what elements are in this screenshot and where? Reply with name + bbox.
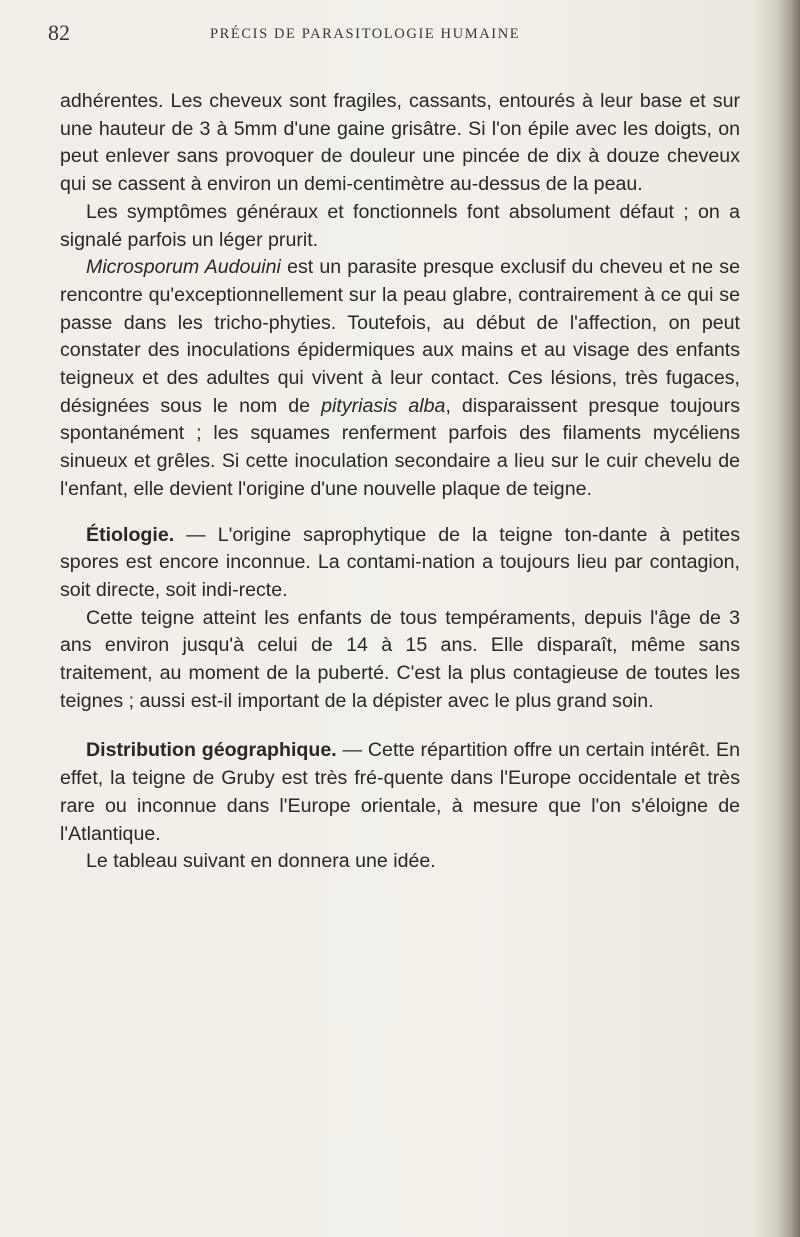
paragraph-2: Les symptômes généraux et fonctionnels font absolument défaut ; on a signalé parfois un léger prurit. <box>60 200 740 251</box>
paragraph-3-text-b: , disparaissent presque toujours spontanément ; les squames renferment parfois des filaments mycéliens sinueux et grêles. Si cette inoculation secondaire a lieu sur le cuir chevelu de l'enfant, elle devient l'origine d'une nouvelle plaque de teigne. <box>60 394 740 500</box>
paragraph-etiologie <box>60 522 740 605</box>
paragraph-1: adhérentes. Les cheveux sont fragiles, cassants, entourés à leur base et sur une hauteur de 3 à 5mm d'une gaine grisâtre. Si l'on épile avec les doigts, on peut enlever sans provoquer de douleur une pincée de dix à douze cheveux qui se cassent à environ un demi-centimètre au-dessus de la peau. <box>60 90 740 196</box>
body-text <box>60 88 740 876</box>
pityriasis-term: pityriasis alba <box>321 394 446 417</box>
page-number: 82 <box>48 20 70 45</box>
paragraph-distribution <box>60 737 740 848</box>
paragraph-7: Le tableau suivant en donnera une idée. <box>86 850 436 873</box>
paragraph-3-text-a: est un parasite presque exclusif du cheveu et ne se rencontre qu'exceptionnellement sur la peau glabre, contrairement à ce qui se passe dans les tricho-phyties. Toutefois, au début de l'affection, on peut constater des inoculations épidermiques aux mains et au visage des enfants teigneux et des adultes qui vivent à leur contact. Ces lésions, très fugaces, désignées sous le nom de <box>60 256 740 417</box>
etiologie-heading: Étiologie. <box>86 523 175 546</box>
etiologie-text: — L'origine saprophytique de la teigne ton-dante à petites spores est encore inconnue. La contami-nation a toujours lieu par contagion, soit directe, soit indi-recte. <box>60 523 740 601</box>
paragraph-3 <box>60 254 740 503</box>
running-head: PRÉCIS DE PARASITOLOGIE HUMAINE <box>210 26 521 42</box>
page-header <box>48 18 668 46</box>
section-gap <box>60 504 740 522</box>
page-edge-shadow <box>778 0 800 1237</box>
distribution-text: — Cette répartition offre un certain intérêt. En effet, la teigne de Gruby est très fré-quente dans l'Europe occidentale et très rare ou inconnue dans l'Europe orientale, à mesure que l'on s'éloigne de l'Atlantique. <box>60 739 740 845</box>
species-name: Microsporum Audouini <box>86 256 281 279</box>
paragraph-5: Cette teigne atteint les enfants de tous tempéraments, depuis l'âge de 3 ans environ jusqu'à celui de 14 à 15 ans. Elle disparaît, même sans traitement, au moment de la puberté. C'est la plus contagieuse de toutes les teignes ; aussi est-il important de la dépister avec le plus grand soin. <box>60 606 740 712</box>
distribution-heading: Distribution géographique. <box>86 739 337 762</box>
section-gap <box>60 715 740 737</box>
